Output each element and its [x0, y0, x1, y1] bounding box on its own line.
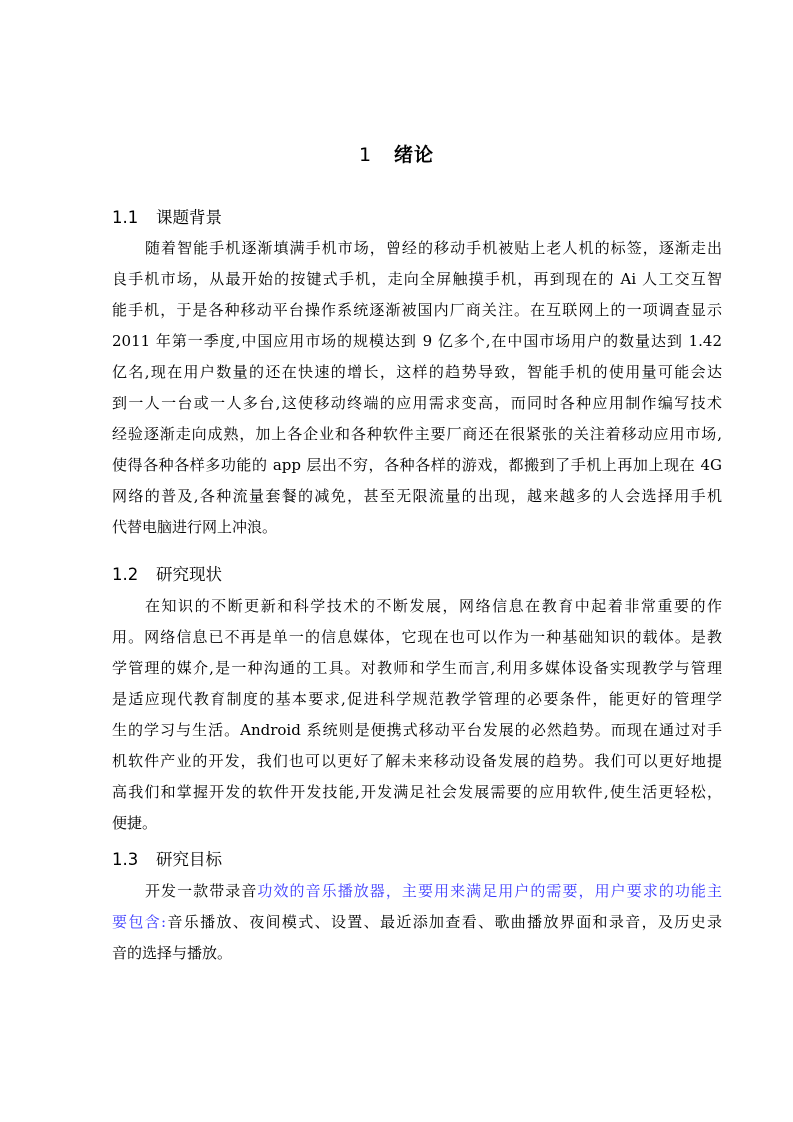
paragraph-line: 到一人一台或一人多台,这使移动终端的应用需求变高，而同时各种应用制作编写技术: [112, 394, 722, 412]
paragraph-line: 代替电脑进行网上冲浪。: [112, 518, 278, 536]
paragraph-line: 便捷。: [112, 814, 158, 832]
paragraph-line: 生的学习与生活。Android 系统则是便携式移动平台发展的必然趋势。而现在通过对手: [112, 721, 722, 739]
section-number: 1.3: [112, 850, 139, 869]
highlighted-text: 要包含:: [112, 913, 167, 931]
chapter-title: [0, 140, 793, 167]
plain-text: 音乐播放、夜间模式、设置、最近添加查看、歌曲播放界面和录音，及历史录: [166, 913, 722, 931]
paragraph-line: 随着智能手机逐渐填满手机市场，曾经的移动手机被贴上老人机的标签，逐渐走出: [145, 239, 722, 257]
section-heading-1-3: [112, 846, 222, 870]
paragraph-line: 2011 年第一季度,中国应用市场的规模达到 9 亿多个,在中国市场用户的数量达到 1.42: [112, 332, 722, 350]
chapter-number: 1: [358, 144, 373, 166]
plain-text: 开发一款带录音: [145, 882, 258, 900]
paragraph-goal: [112, 876, 722, 969]
section-number: 1.2: [112, 565, 139, 584]
section-title: 课题背景: [156, 208, 222, 227]
paragraph-line: 用。网络信息已不再是单一的信息媒体，它现在也可以作为一种基础知识的载体。是教: [112, 628, 722, 646]
section-number: 1.1: [112, 208, 139, 227]
paragraph-line: 学管理的媒介,是一种沟通的工具。对教师和学生而言,利用多媒体设备实现教学与管理: [112, 659, 722, 677]
paragraph-line: 在知识的不断更新和科学技术的不断发展，网络信息在教育中起着非常重要的作: [145, 597, 722, 615]
paragraph-status: [112, 591, 722, 839]
paragraph-line: 经验逐渐走向成熟，加上各企业和各种软件主要厂商还在很紧张的关注着移动应用市场,: [112, 425, 722, 443]
paragraph-line: 音的选择与播放。: [112, 944, 233, 962]
paragraph-line: 是适应现代教育制度的基本要求,促进科学规范教学管理的必要条件，能更好的管理学: [112, 690, 722, 708]
section-title: 研究目标: [156, 850, 222, 869]
paragraph-line: 高我们和掌握开发的软件开发技能,开发满足社会发展需要的应用软件,使生活更轻松，: [112, 783, 722, 801]
chapter-title-text: 绪论: [394, 144, 435, 166]
paragraph-line: 使得各种各样多功能的 app 层出不穷，各种各样的游戏，都搬到了手机上再加上现在 4G: [112, 456, 722, 474]
paragraph-background: [112, 233, 722, 543]
paragraph-line: 良手机市场，从最开始的按键式手机，走向全屏触摸手机，再到现在的 Ai 人工交互智: [112, 270, 722, 288]
paragraph-line: 能手机，于是各种移动平台操作系统逐渐被国内厂商关注。在互联网上的一项调查显示: [112, 301, 722, 319]
section-title: 研究现状: [156, 565, 222, 584]
section-heading-1-2: [112, 561, 222, 585]
paragraph-line: 机软件产业的开发，我们也可以更好了解未来移动设备发展的趋势。我们可以更好地提: [112, 752, 722, 770]
paragraph-line: 网络的普及,各种流量套餐的减免，甚至无限流量的出现，越来越多的人会选择用手机: [112, 487, 722, 505]
paragraph-line: [112, 907, 722, 938]
paragraph-line: 亿名,现在用户数量的还在快速的增长，这样的趋势导致，智能手机的使用量可能会达: [112, 363, 722, 381]
section-heading-1-1: [112, 204, 222, 228]
paragraph-line: [112, 876, 722, 907]
highlighted-text: 功效的音乐播放器，主要用来满足用户的需要，用户要求的功能主: [257, 882, 722, 900]
